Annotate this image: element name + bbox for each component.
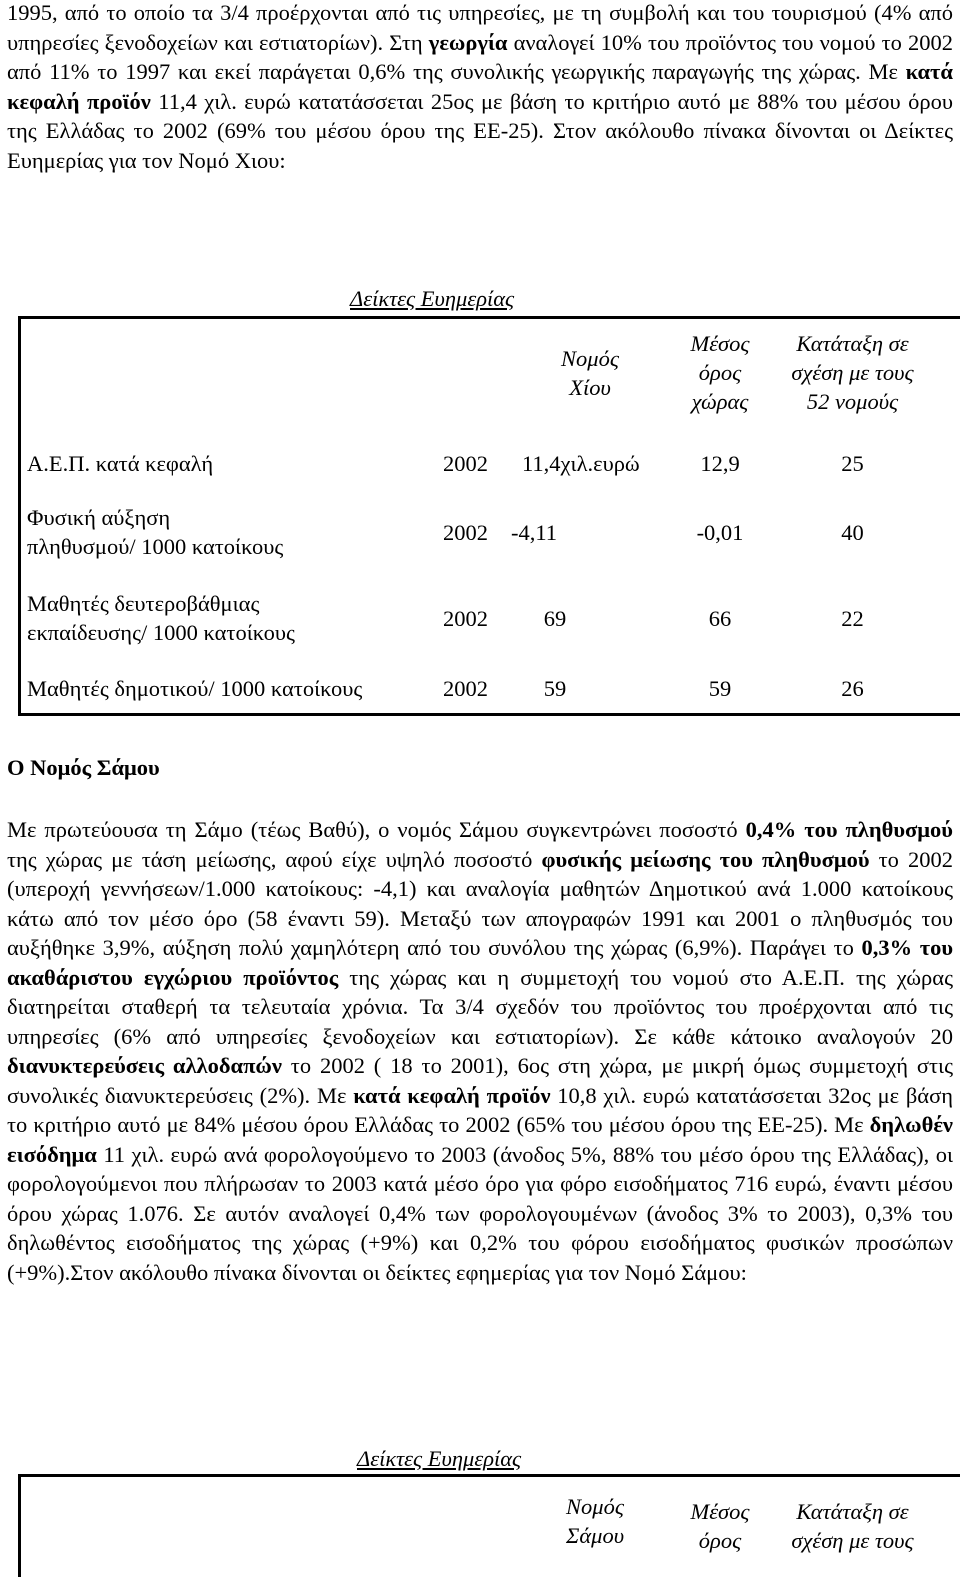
text-segment: 11,4 χιλ. ευρώ κατατάσσεται 25ος με βάση το κριτήριο αυτό με 88% του μέσου όρου της Ελλάδας το 2002 (69% του μέσου όρου της ΕΕ-25). Στον ακόλουθο πίνακα δίνονται οι Δείκτες Ευημερίας για τον Νομό Χιου:: [7, 88, 953, 173]
header-katataxi: Κατάταξη σε σχέση με τους: [791, 1499, 914, 1553]
table-left-border: [18, 316, 21, 716]
row-nomos-value: 69: [543, 606, 567, 631]
text-segment: 10,8 χιλ. ευρώ κατατάσσεται 32ος με βάση το κριτήριο αυτό με 84% μέσου όρου Ελλάδας το 2002 (65% του μέσου όρου της ΕΕ-25). Με: [7, 1082, 953, 1137]
text-segment: της χώρας και η συμμετοχή του νομού στο Α.Ε.Π. της χώρας διατηρείται σταθερή τα τελευταία χρόνια. Τα 3/4 σχεδόν του προϊόντος του προέρχονται από τις υπηρεσίες (6% από υπηρεσίες ξενοδοχείων και εστιατορίων). Σε κάθε κάτοικο αναλογούν 20: [7, 964, 953, 1049]
row-mesos-value: 12,9: [700, 451, 740, 476]
table-title: Δείκτες Ευημερίας: [350, 286, 515, 311]
table-bottom-border: [18, 713, 960, 716]
bold-text-segment: διανυκτερεύσεις αλλοδαπών: [7, 1053, 282, 1078]
bold-text-segment: κατά κεφαλή προϊόν: [353, 1082, 551, 1108]
text-segment: Με πρωτεύουσα τη Σάμο (τέως Βαθύ), ο νομός Σάμου συγκεντρώνει ποσοστό: [7, 817, 746, 842]
row-label: Α.Ε.Π. κατά κεφαλή: [27, 451, 214, 476]
intro-paragraph: [7, 0, 953, 175]
text-segment: το 2002 (υπεροχή γεννήσεων/1.000 κατοίκους: -4,1) και αναλογία μαθητών Δημοτικού ανά 1.000 κατοίκους κάτω από τον μέσο όρο (58 έναντι 59). Μεταξύ των απογραφών 1991 και 2001 ο πληθυσμός του αυξήθηκε 3,9%, αύξηση πολύ χαμηλότερη από του συνόλου της χώρας (6,9%). Παράγει το: [7, 846, 953, 960]
row-mesos-value: -0,01: [696, 520, 744, 545]
text-segment: της χώρας με τάση μείωσης, αφού είχε υψηλό ποσοστό: [7, 846, 542, 872]
table-top-border: [18, 1474, 960, 1477]
header-nomos: Νομός Χίου: [561, 346, 619, 400]
header-nomos: Νομός Σάμου: [565, 1494, 625, 1548]
bold-text-segment: κατά κεφαλή προϊόν: [7, 59, 953, 114]
row-mesos-value: 66: [708, 606, 732, 631]
row-katataxi-value: 26: [841, 676, 864, 701]
table-top-border: [18, 316, 960, 319]
header-mesos: Μέσος όρος χώρας: [690, 331, 750, 414]
row-label: Μαθητές δημοτικού/ 1000 κατοίκους: [27, 676, 363, 701]
row-katataxi-value: 25: [841, 451, 864, 476]
bold-text-segment: 0,3% του ακαθάριστου εγχώριου προϊόντος: [7, 935, 953, 990]
bold-text-segment: γεωργία: [428, 29, 508, 55]
row-year: 2002: [443, 520, 488, 545]
bold-text-segment: 0,4% του πληθυσμού: [745, 817, 953, 842]
table-left-border: [18, 1474, 21, 1577]
bold-text-segment: φυσικής μείωσης του πληθυσμού: [541, 846, 870, 872]
row-nomos-value: 59: [543, 676, 567, 701]
text-segment: το 2002 ( 18 το 2001), 6ος στη χώρα, με μικρή όμως συμμετοχή στις συνολικές διανυκτερεύσεις (2%). Με: [7, 1053, 954, 1108]
row-nomos-value: 11,4χιλ.ευρώ: [522, 451, 640, 476]
row-label: Φυσική αύξηση πληθυσμού/ 1000 κατοίκους: [27, 505, 284, 559]
section-heading: Ο Νομός Σάμου: [7, 755, 160, 780]
row-year: 2002: [443, 676, 488, 701]
text-segment: 1995, από το οποίο τα 3/4 προέρχονται από τις υπηρεσίες, με τη συμβολή και του τουρισμού (4% από υπηρεσίες ξενοδοχείων και εστιατορίων). Στη: [7, 0, 953, 55]
samos-paragraph: [7, 815, 953, 1287]
text-segment: αναλογεί 10% του προϊόντος του νομού το 2002 από 11% το 1997 και εκεί παράγεται 0,6% της συνολικής γεωργικής παραγωγής της χώρας. Με: [7, 29, 953, 84]
bold-text-segment: δηλωθέν εισόδημα: [7, 1112, 953, 1167]
row-nomos-value: -4,11: [511, 520, 558, 545]
row-katataxi-value: 22: [841, 606, 864, 631]
row-mesos-value: 59: [708, 676, 732, 701]
row-year: 2002: [443, 451, 488, 476]
row-year: 2002: [443, 606, 488, 631]
header-katataxi: Κατάταξη σε σχέση με τους 52 νομούς: [791, 331, 914, 414]
row-label: Μαθητές δευτεροβάθμιας εκπαίδευσης/ 1000 κατοίκους: [27, 591, 295, 645]
row-katataxi-value: 40: [841, 520, 864, 545]
header-mesos: Μέσος όρος: [690, 1499, 750, 1553]
table-title: Δείκτες Ευημερίας: [357, 1446, 522, 1471]
text-segment: 11 χιλ. ευρώ ανά φορολογούμενο το 2003 (άνοδος 5%, 88% του μέσο όρου της Ελλάδας), οι φορολογούμενοι που πλήρωσαν το 2003 κατά μέσο όρο για φόρο εισοδήματος 716 ευρώ, έναντι μέσου όρου χώρας 1.076. Σε αυτόν αναλογεί 0,4% των φορολογουμένων (άνοδος 3% το 2003), 0,3% του δηλωθέντος εισοδήματος της χώρας (+9%) και 0,2% του φόρου εισοδήματος φυσικών προσώπων (+9%).Στον ακόλουθο πίνακα δίνονται οι δείκτες εφημερίας για τον Νομό Σάμου:: [7, 1141, 953, 1285]
